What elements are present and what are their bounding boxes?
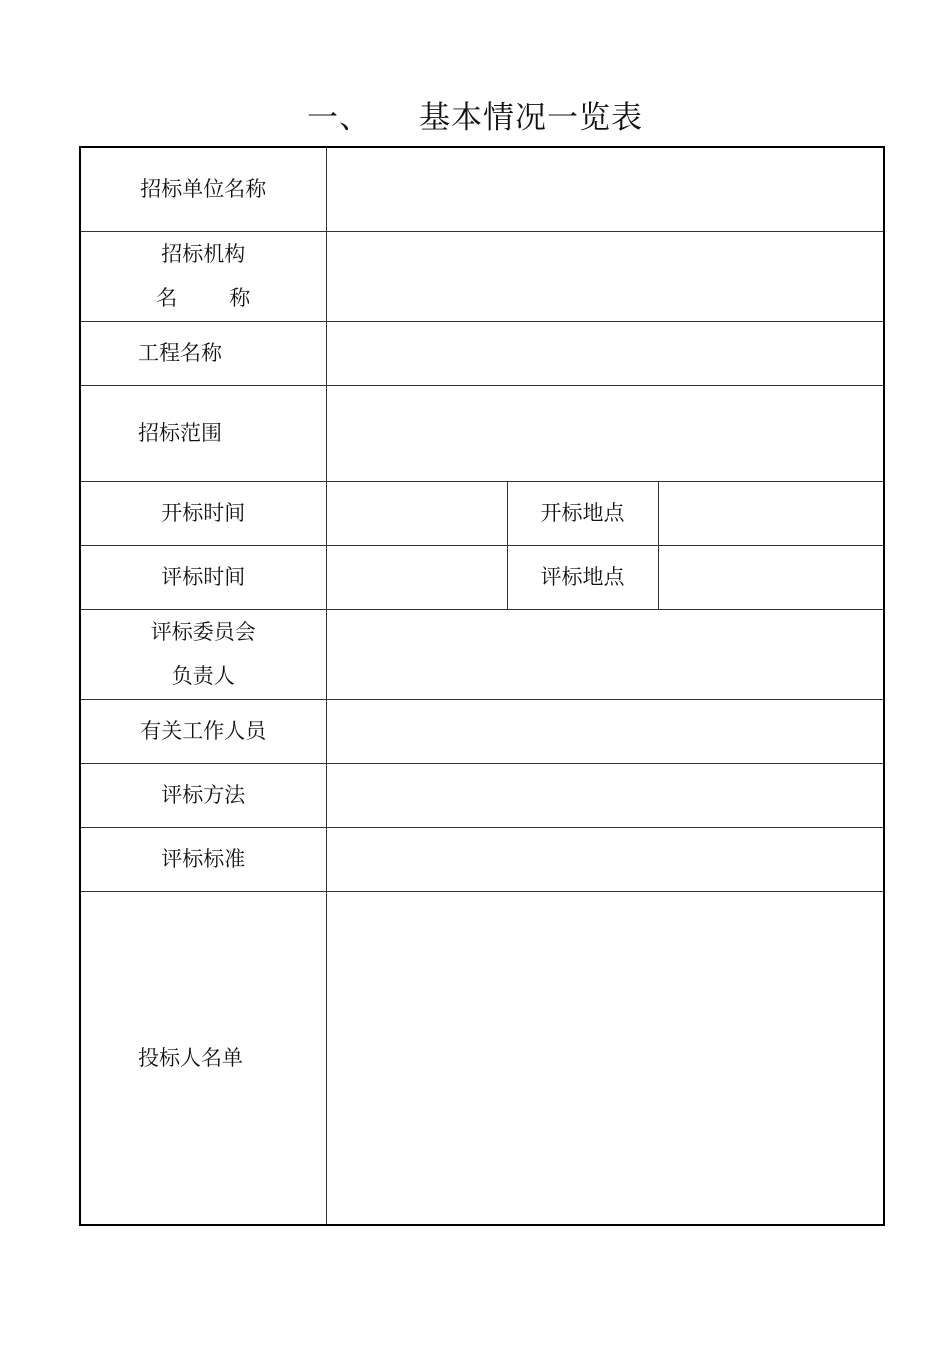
table-row (80, 699, 884, 763)
table-row (80, 763, 884, 827)
staff-field[interactable] (326, 699, 884, 763)
opening-time-field[interactable] (326, 481, 507, 545)
tender-scope-field[interactable] (326, 385, 884, 481)
tenderer-name-field[interactable] (326, 147, 884, 231)
table-row (80, 321, 884, 385)
bidder-list-label: 投标人名单 (80, 891, 326, 1225)
evaluation-place-label: 评标地点 (507, 545, 658, 609)
committee-head-label-line1: 评标委员会 (150, 620, 256, 644)
opening-time-label: 开标时间 (80, 481, 326, 545)
agency-name-label (80, 231, 326, 321)
committee-head-field[interactable] (326, 609, 884, 699)
evaluation-time-label: 评标时间 (80, 545, 326, 609)
table-row (80, 827, 884, 891)
opening-place-label: 开标地点 (507, 481, 658, 545)
page-title (0, 96, 950, 140)
agency-name-label-line2 (81, 276, 326, 320)
table-row (80, 385, 884, 481)
table-row (80, 231, 884, 321)
basic-info-table (79, 146, 885, 1226)
committee-head-label-line2: 负责人 (171, 664, 235, 688)
project-name-field[interactable] (326, 321, 884, 385)
agency-name-label-line2-b: 称 (229, 286, 251, 310)
table-row (80, 481, 884, 545)
table-row (80, 609, 884, 699)
agency-name-field[interactable] (326, 231, 884, 321)
table-row (80, 147, 884, 231)
evaluation-method-field[interactable] (326, 763, 884, 827)
agency-name-label-line1: 招标机构 (161, 242, 246, 266)
staff-label: 有关工作人员 (80, 699, 326, 763)
evaluation-standard-field[interactable] (326, 827, 884, 891)
title-text: 基本情况一览表 (419, 100, 643, 136)
evaluation-place-field[interactable] (658, 545, 884, 609)
title-number: 一、 (307, 100, 371, 136)
agency-name-label-line2-a: 名 (156, 286, 178, 310)
table-row (80, 891, 884, 1225)
project-name-label: 工程名称 (80, 321, 326, 385)
table-row (80, 545, 884, 609)
evaluation-time-field[interactable] (326, 545, 507, 609)
bidder-list-field[interactable] (326, 891, 884, 1225)
evaluation-standard-label: 评标标准 (80, 827, 326, 891)
tenderer-name-label: 招标单位名称 (80, 147, 326, 231)
opening-place-field[interactable] (658, 481, 884, 545)
committee-head-label (80, 609, 326, 699)
evaluation-method-label: 评标方法 (80, 763, 326, 827)
tender-scope-label: 招标范围 (80, 385, 326, 481)
